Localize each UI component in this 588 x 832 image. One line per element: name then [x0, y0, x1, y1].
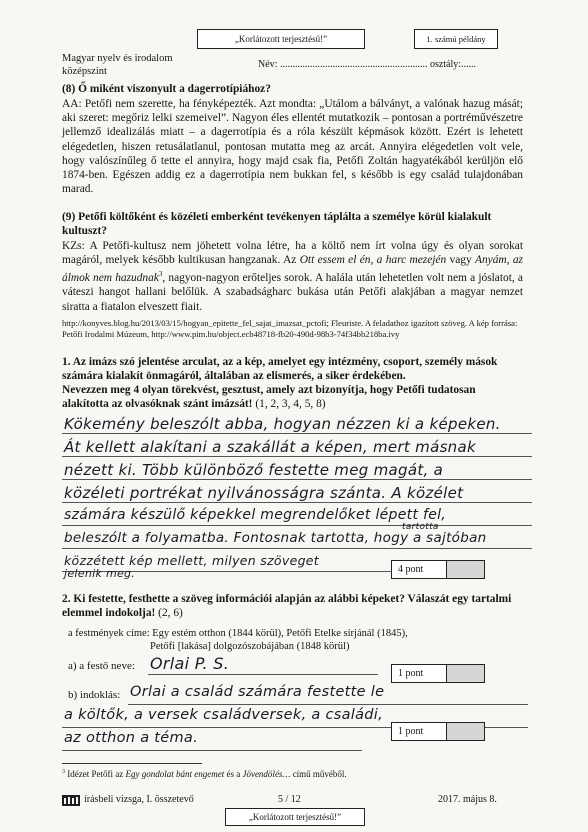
footnote-text-a: Idézet Petőfi az — [65, 769, 126, 779]
copy-number-text: 1. számú példány — [426, 34, 486, 44]
restricted-header-text: „Korlátozott terjesztésű!” — [234, 34, 328, 44]
answer-line — [62, 433, 532, 434]
q8-answer: AA: Petőfi nem szerette, ha fényképezték. Azt mondta: „Utálom a bálványt, a valónak hazug mását; aki szeret: megőriz lelki szemeivel”. Nagyon éles ellentét mutatkozik – pontosan a portréművészetre jellemző idealizálás miatt – a dagerrotípia és a róla készült képmások között. Ezért is lehetett elégedetlen, hiszen retusálatlanul, pontosan mutatta meg az arcát. Annyira elégedetlen volt vele, hogy valószínűleg ő tette el annyira, hogy majd csak fia, Petőfi Zoltán hagyatékából kerüljön elő 1874-ben. Egészen addig ez a dagerrotípia nem bukkan fel, s később is egy család tulajdonában marad. — [62, 98, 523, 196]
task1-refs: (1, 2, 3, 4, 5, 8) — [252, 398, 326, 410]
answer-line — [62, 502, 532, 503]
footnote-text-b: és a — [224, 769, 243, 779]
task1-instruction-text: Nevezzen meg 4 olyan törekvést, gesztust, amely azt bizonyítja, hogy Petőfi tudatosan alakította az olvasóknak szánt imázsát! — [62, 384, 476, 410]
footer-page-number: 5 / 12 — [278, 794, 301, 805]
restricted-footer-text: „Korlátozott terjesztésű!” — [248, 812, 342, 822]
footnote-number: 3 — [62, 769, 65, 775]
copy-number-box — [414, 29, 498, 49]
task2-title — [62, 592, 523, 620]
task1-points-label: 4 pont — [392, 561, 447, 578]
task2-a-handwritten: Orlai P. S. — [150, 654, 230, 673]
name-field-line: Név: ........................................................... osztály:...... — [258, 59, 477, 70]
task2-a-score-field[interactable] — [447, 665, 484, 682]
task2-refs: (2, 6) — [155, 607, 183, 619]
footnote — [62, 767, 347, 780]
handwritten-line: beleszólt a folyamatba. Fontosnak tartotta, hogy a sajtóban — [64, 530, 487, 546]
answer-line — [62, 456, 532, 457]
handwritten-line: Át kellett alakítani a szakállát a képen, mert másnak — [64, 438, 476, 456]
task2-paintings-line1: a festmények címe: Egy estém otthon (1844 körül), Petőfi Etelke sírjánál (1845), — [68, 628, 408, 639]
task2-b-points-label: 1 pont — [392, 723, 447, 740]
task2-b-score-field[interactable] — [447, 723, 484, 740]
task2-paintings — [68, 627, 528, 653]
task2-b-handwritten: a költők, a versek családversek, a családi, — [64, 707, 384, 723]
task2-b-handwritten: Orlai a család számára festette le — [130, 684, 385, 700]
footnote-title-2: Jövendölés… — [242, 769, 291, 779]
q9-answer-part-c: , nagyon-nagyon erőteljes sorok. A halála után lehetetlen volt nem a jóslatot, a váteszi hangot hallani belőlük. A szabadságharc bukása után Petőfi alakjában a magyar nemzet siratta a fiatalon elveszett fiait. — [62, 272, 523, 313]
footer-exam-label: írásbeli vizsga, I. összetevő — [84, 794, 194, 805]
subject-line-1: Magyar nyelv és irodalom — [62, 53, 173, 64]
task2-b-label: b) indoklás: — [68, 689, 121, 701]
handwritten-insert: tartotta — [402, 522, 439, 532]
q9-answer-part-b: vagy — [446, 254, 476, 267]
footer-logo-icon — [62, 793, 80, 804]
q9-title: (9) Petőfi költőként és közéleti emberként tevékenyen táplálta a személye körül kialakult kultuszt? — [62, 211, 492, 237]
source-citation: http://konyves.blog.hu/2013/03/15/hogyan_epitette_fel_sajat_imazsat_pctofi; Fleuriste. A feladathoz igazított szöveg. A kép forrása: Petőfi Irodalmi Múzeum, http://www.pim.hu/object.ecb48718-fb20-490d-98b3-74f34bb218ba.ivy — [62, 318, 518, 339]
q9-answer-part-a: KZs: A Petőfi-kultusz nem jöhetett volna létre, ha a költő nem írt volna úgy és olyan sorokat magáról, melyek később kultikusan hangzanak. Az — [62, 240, 523, 267]
answer-line — [148, 674, 378, 675]
handwritten-line: közéleti portrékat nyilvánosságra szánta. A közélet — [64, 484, 464, 502]
task1-instruction — [62, 383, 523, 411]
handwritten-line: nézett ki. Több különböző festette meg magát, a — [64, 461, 444, 479]
task1-title: 1. Az imázs szó jelentése arculat, az a kép, amelyet egy intézmény, csoport, személy mások számára kialakít önmagáról, általában az elismerés, a siker érdekében. — [62, 356, 498, 382]
task2-b-handwritten: az otthon a téma. — [64, 730, 199, 746]
q9-footnote-mark: 3 — [158, 270, 163, 279]
answer-line — [62, 525, 532, 526]
subject-line-2: középszint — [62, 66, 107, 77]
task2-paintings-line2: Petőfi [lakása] dolgozószobájában (1848 körül) — [150, 641, 350, 652]
restricted-header-box — [197, 29, 365, 49]
task1-points-box — [391, 560, 485, 579]
handwritten-line: számára készülő képekkel megrendelőket lépett fel, — [64, 507, 447, 523]
footnote-title-1: Egy gondolat bánt engemet — [125, 769, 225, 779]
task2-a-points-box — [391, 664, 485, 683]
q9-answer — [62, 239, 523, 314]
restricted-footer-box — [225, 808, 365, 826]
handwritten-line: közzétett kép mellett, milyen szöveget — [64, 553, 319, 568]
footer-date: 2017. május 8. — [438, 794, 497, 805]
q9-quote-2: Anyám, az álmok nem hazudnak — [62, 254, 523, 285]
answer-line — [62, 479, 532, 480]
task2-a-label: a) a festő neve: — [68, 660, 135, 672]
subject-title — [62, 52, 173, 78]
handwritten-line-end: jelenik meg. — [64, 567, 136, 580]
q9-quote-1: Ott essem el én, a harc mezején — [299, 254, 447, 267]
footnote-text-c: című művéből. — [290, 769, 347, 779]
task2-b-points-box — [391, 722, 485, 741]
answer-line — [62, 750, 362, 751]
answer-line — [62, 548, 532, 549]
task2-a-points-label: 1 pont — [392, 665, 447, 682]
answer-line — [128, 704, 528, 705]
q8-title: (8) Ő miként viszonyult a dagerrotípiához? — [62, 83, 271, 95]
task2-title-text: 2. Ki festette, festhette a szöveg információi alapján az alábbi képeket? Válaszát egy tartalmi elemmel indokolja! — [62, 593, 512, 619]
task1-score-field[interactable] — [447, 561, 484, 578]
handwritten-line: Kökemény beleszólt abba, hogyan nézzen ki a képeken. — [64, 415, 501, 433]
footnote-separator — [62, 763, 202, 764]
